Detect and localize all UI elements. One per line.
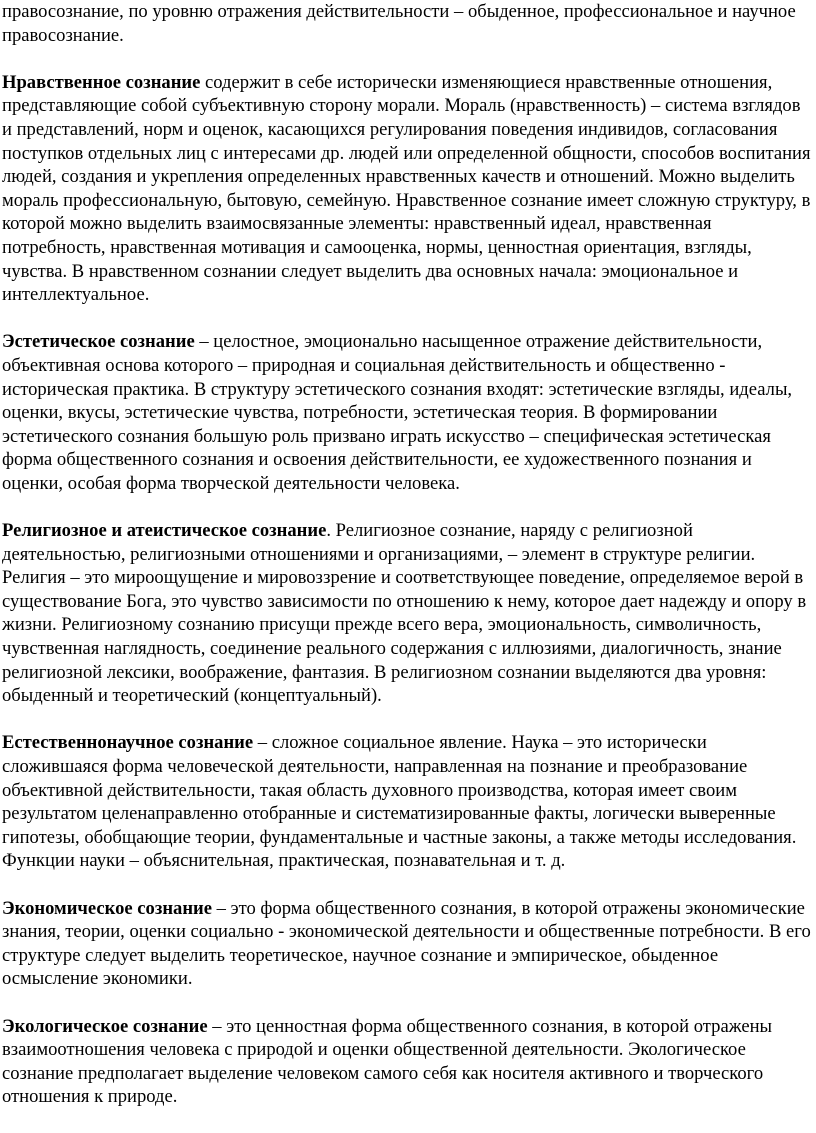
paragraph-term: Естественнонаучное сознание	[2, 732, 254, 754]
paragraph-text: – сложное социальное явление. Наука – это исторически сложившаяся форма человеческой деятельности, направленная на познание и преобразование объективной действительности, такая область духовного производства, которая имеет своим результатом целенаправленно отобранные и систематизированные факты, логически выверенные гипотезы, обобщающие теории, фундаментальные и частные законы, а также методы исследования. Функции науки – объяснительная, практическая, познавательная и т. д.	[2, 732, 797, 872]
paragraph-scientific-consciousness	[2, 731, 814, 873]
document-page	[2, 0, 814, 1133]
paragraph-aesthetic-consciousness	[2, 330, 814, 495]
paragraph-text: – целостное, эмоционально насыщенное отражение действительности, объективная основа которого – природная и социальная действительность и общественно - историческая практика. В структуру эстетического сознания входят: эстетические взгляды, идеалы, оценки, вкусы, эстетические чувства, потребности, эстетическая теория. В формировании эстетического сознания большую роль призвано играть искусство – специфическая эстетическая форма общественного сознания и освоения действительности, ее художественного познания и оценки, особая форма творческой деятельности человека.	[2, 331, 793, 494]
paragraph-text: – это ценностная форма общественного сознания, в которой отражены взаимоотношения человека с природой и оценки общественной деятельности. Экологическое сознание предполагает выделение человеком самого себя как носителя активного и творческого отношения к природе.	[2, 1015, 773, 1108]
paragraph-ecological-consciousness	[2, 1015, 814, 1109]
paragraph-text: . Религиозное сознание, наряду с религиозной деятельностью, религиозными отношениями и организациями, – элемент в структуре религии. Религия – это мироощущение и мировоззрение и соответствующее поведение, определяемое верой в существование Бога, это чувство зависимости по отношению к нему, которое дает надежду и опору в жизни. Религиозному сознанию присущи прежде всего вера, эмоциональность, символичность, чувственная наглядность, соединение реального содержания с иллюзиями, диалогичность, знание религиозной лексики, воображение, фантазия. В религиозном сознании выделяются два уровня: обыденный и теоретический (концептуальный).	[2, 520, 807, 707]
paragraph-term: Религиозное и атеистическое сознание	[2, 520, 327, 542]
paragraph-text: правосознание, по уровню отражения действительности – обыденное, профессиональное и научное правосознание.	[2, 1, 796, 46]
paragraph-economic-consciousness	[2, 897, 814, 991]
paragraph-legal-consciousness-tail	[2, 0, 814, 47]
paragraph-term: Нравственное сознание	[2, 71, 201, 93]
paragraph-religious-consciousness	[2, 519, 814, 708]
paragraph-moral-consciousness	[2, 71, 814, 307]
paragraph-text: содержит в себе исторически изменяющиеся нравственные отношения, представляющие собой субъективную сторону морали. Мораль (нравственность) – система взглядов и представлений, норм и оценок, касающихся регулирования поведения индивидов, согласования поступков отдельных лиц с интересами др. людей или определенной общности, способов воспитания людей, создания и укрепления определенных нравственных качеств и отношений. Можно выделить мораль профессиональную, бытовую, семейную. Нравственное сознание имеет сложную структуру, в которой можно выделить взаимосвязанные элементы: нравственный идеал, нравственная потребность, нравственная мотивация и самооценка, нормы, ценностная ориентация, взгляды, чувства. В нравственном сознании следует выделить два основных начала: эмоциональное и интеллектуальное.	[2, 71, 811, 306]
paragraph-term: Эстетическое сознание	[2, 331, 195, 353]
paragraph-term: Экологическое сознание	[2, 1015, 208, 1037]
paragraph-term: Экономическое сознание	[2, 897, 213, 919]
paragraph-text: – это форма общественного сознания, в которой отражены экономические знания, теории, оценки социально - экономической деятельности и общественные потребности. В его структуре следует выделить теоретическое, научное сознание и эмпирическое, обыденное осмысление экономики.	[2, 897, 811, 990]
